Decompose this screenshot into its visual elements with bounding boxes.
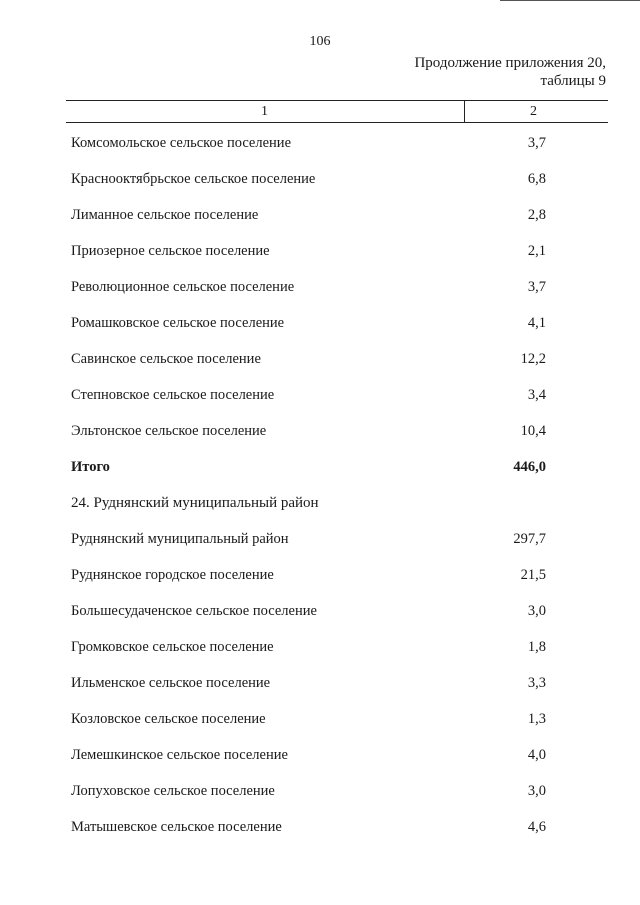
table-caption bbox=[414, 54, 606, 90]
row-value: 2,8 bbox=[527, 207, 546, 223]
table-row bbox=[0, 703, 640, 739]
row-value: 12,2 bbox=[520, 351, 546, 367]
row-name: Козловское сельское поселение bbox=[71, 711, 266, 727]
table-row bbox=[0, 127, 640, 163]
table-row bbox=[0, 199, 640, 235]
row-value: 3,0 bbox=[527, 783, 546, 799]
table-header bbox=[66, 100, 608, 122]
row-value: 297,7 bbox=[513, 531, 546, 547]
table-row bbox=[0, 559, 640, 595]
row-value: 10,4 bbox=[520, 423, 546, 439]
table-row bbox=[0, 523, 640, 559]
row-name: Эльтонское сельское поселение bbox=[71, 423, 267, 439]
header-col-2: 2 bbox=[530, 104, 537, 119]
row-name: Громковское сельское поселение bbox=[71, 639, 274, 655]
header-bottom-rule bbox=[66, 122, 608, 123]
row-value: 3,3 bbox=[527, 675, 546, 691]
row-value: 3,7 bbox=[527, 279, 546, 295]
row-name: Лопуховское сельское поселение bbox=[71, 783, 275, 799]
header-col-1: 1 bbox=[261, 104, 268, 119]
row-value: 4,1 bbox=[527, 315, 546, 331]
table-row bbox=[0, 775, 640, 811]
row-name: Савинское сельское поселение bbox=[71, 351, 261, 367]
header-top-rule bbox=[66, 100, 608, 101]
row-name: Краснооктябрьское сельское поселение bbox=[71, 171, 316, 187]
caption-line-2: таблицы 9 bbox=[540, 73, 606, 89]
row-value: 4,6 bbox=[527, 819, 546, 835]
table-row bbox=[0, 307, 640, 343]
row-name: Лиманное сельское поселение bbox=[71, 207, 259, 223]
table-row bbox=[0, 163, 640, 199]
total-row bbox=[0, 451, 640, 487]
section-heading-row bbox=[0, 487, 640, 523]
row-value: 3,4 bbox=[527, 387, 546, 403]
header-column-divider bbox=[464, 100, 465, 122]
row-name: Руднянский муниципальный район bbox=[71, 531, 289, 547]
table-row bbox=[0, 415, 640, 451]
caption-line-1: Продолжение приложения 20, bbox=[414, 55, 606, 71]
section-heading: 24. Руднянский муниципальный район bbox=[71, 495, 319, 511]
page-number: 106 bbox=[309, 34, 331, 49]
page-edge-line bbox=[500, 0, 640, 1]
table-row bbox=[0, 343, 640, 379]
row-name: Руднянское городское поселение bbox=[71, 567, 274, 583]
row-name: Ромашковское сельское поселение bbox=[71, 315, 285, 331]
table-body bbox=[0, 127, 640, 847]
table-row bbox=[0, 379, 640, 415]
row-value: 21,5 bbox=[520, 567, 546, 583]
total-label: Итого bbox=[71, 459, 110, 475]
row-name: Большесудаченское сельское поселение bbox=[71, 603, 317, 619]
row-value: 3,7 bbox=[527, 135, 546, 151]
row-value: 6,8 bbox=[527, 171, 546, 187]
table-row bbox=[0, 631, 640, 667]
table-row bbox=[0, 811, 640, 847]
row-value: 3,0 bbox=[527, 603, 546, 619]
total-value: 446,0 bbox=[513, 459, 546, 475]
row-name: Ильменское сельское поселение bbox=[71, 675, 271, 691]
row-name: Комсомольское сельское поселение bbox=[71, 135, 291, 151]
table-row bbox=[0, 739, 640, 775]
row-name: Лемешкинское сельское поселение bbox=[71, 747, 288, 763]
row-value: 2,1 bbox=[527, 243, 546, 259]
table-row bbox=[0, 235, 640, 271]
row-name: Степновское сельское поселение bbox=[71, 387, 275, 403]
row-name: Приозерное сельское поселение bbox=[71, 243, 270, 259]
row-name: Революционное сельское поселение bbox=[71, 279, 295, 295]
table-row bbox=[0, 595, 640, 631]
row-name: Матышевское сельское поселение bbox=[71, 819, 282, 835]
row-value: 4,0 bbox=[527, 747, 546, 763]
table-row bbox=[0, 271, 640, 307]
table-row bbox=[0, 667, 640, 703]
row-value: 1,3 bbox=[527, 711, 546, 727]
row-value: 1,8 bbox=[527, 639, 546, 655]
